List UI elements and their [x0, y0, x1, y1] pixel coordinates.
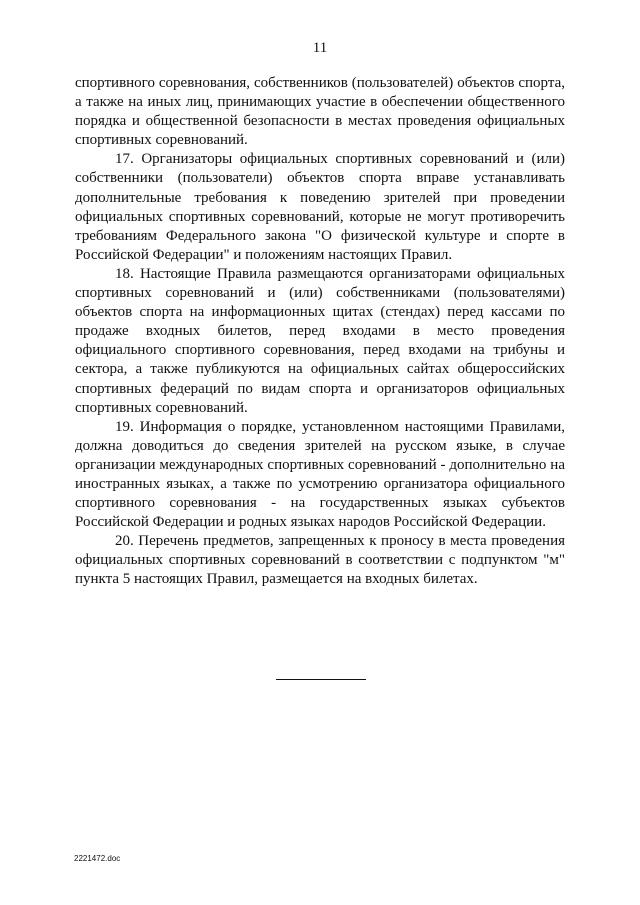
- page-number: 11: [312, 40, 328, 56]
- paragraph-continuation: спортивного соревнования, собственников (пользователей) объектов спорта, а также на иных лиц, принимающих участие в обеспечении общественного порядка и общественной безопасности в местах проведения официальных спортивных соревнований.: [75, 75, 565, 149]
- footer-document-code: 2221472.doc: [74, 854, 121, 863]
- paragraph-19: 19. Информация о порядке, установленном настоящими Правилами, должна доводиться до сведения зрителей на русском языке, в случае организации международных спортивных соревнований - дополнительно на иностранных языках, а также по усмотрению организатора официального спортивного соревнования - на государственных языках субъектов Российской Федерации и родных языках народов Российской Федерации.: [75, 418, 565, 531]
- document-body: [75, 74, 565, 590]
- end-separator-line: [276, 679, 366, 680]
- paragraph-20: 20. Перечень предметов, запрещенных к проносу в места проведения официальных спортивных соревнований в соответствии с подпунктом "м" пункта 5 настоящих Правил, размещается на входных билетах.: [75, 533, 565, 588]
- paragraph-17: 17. Организаторы официальных спортивных соревнований и (или) собственники (пользователи) объектов спорта вправе устанавливать дополнительные требования к поведению зрителей при проведении официальных спортивных соревнований, которые не могут противоречить требованиям Федерального закона "О физической культуре и спорте в Российской Федерации" и положениям настоящих Правил.: [75, 151, 565, 263]
- paragraph-18: 18. Настоящие Правила размещаются организаторами официальных спортивных соревнований и (или) собственниками (пользователями) объектов спорта на информационных щитах (стендах) перед кассами по продаже входных билетов, перед входами в место проведения официального спортивного соревнования, перед входами на трибуны и сектора, а также публикуются на официальных сайтах общероссийских спортивных федераций по видам спорта и организаторов официальных спортивных соревнований.: [75, 265, 565, 416]
